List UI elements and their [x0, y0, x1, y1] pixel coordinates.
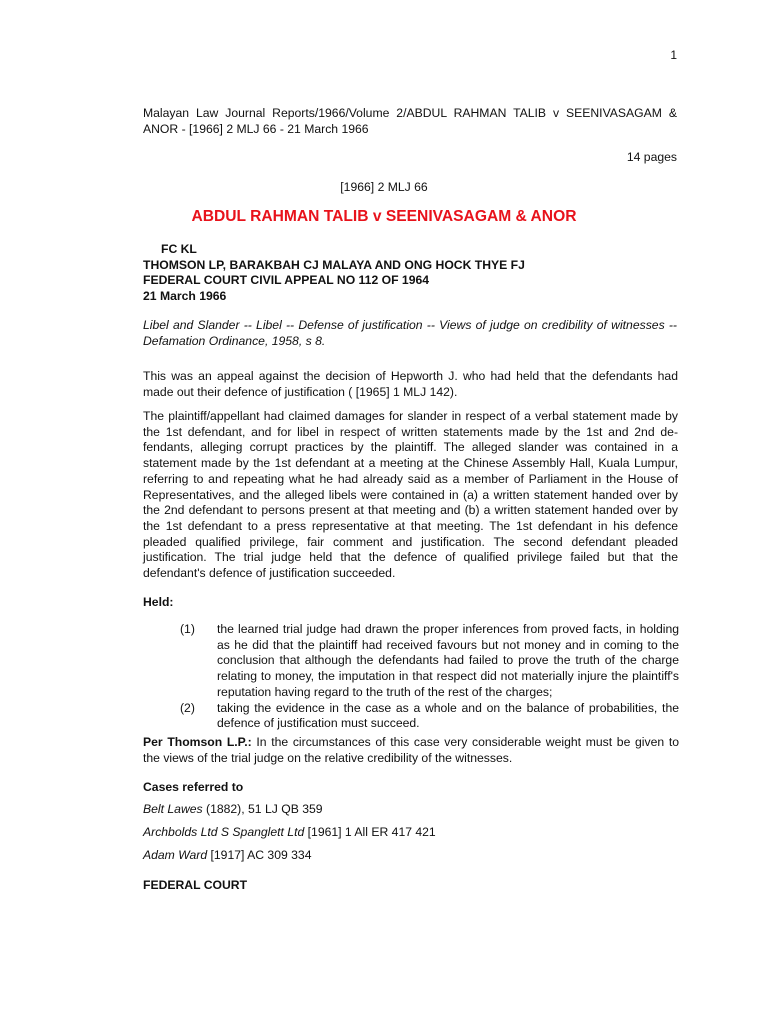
held-list	[143, 622, 679, 732]
court-appeal: FEDERAL COURT CIVIL APPEAL NO 112 OF 1964	[143, 273, 430, 288]
case-reference	[143, 802, 323, 818]
court-judges: THOMSON LP, BARAKBAH CJ MALAYA AND ONG HOCK THYE FJ	[143, 257, 525, 272]
held-heading: Held:	[143, 595, 174, 609]
case-title: ABDUL RAHMAN TALIB v SEENIVASAGAM & ANOR	[191, 208, 577, 225]
case-citation: [1917] AC 309 334	[207, 848, 312, 862]
case-reference	[143, 825, 436, 841]
page-count: 14 pages	[626, 150, 677, 164]
held-item	[143, 701, 679, 732]
held-item-number: (2)	[180, 700, 195, 715]
catchwords: Libel and Slander -- Libel -- Defense of justification -- Views of judge on credibility of witnesses -- Defamation Ordinance, 1958, s 8.	[143, 318, 677, 348]
cases-heading: Cases referred to	[143, 780, 244, 794]
journal-reference: Malayan Law Journal Reports/1966/Volume 2/ABDUL RAHMAN TALIB v SEENIVASAGAM & ANOR - [1966] 2 MLJ 66 - 21 March 1966	[143, 106, 677, 136]
held-item-number: (1)	[180, 622, 195, 636]
held-item-text: taking the evidence in the case as a whole and on the balance of probabilities, the defence of justification must succeed.	[217, 700, 679, 731]
citation: [1966] 2 MLJ 66	[340, 180, 428, 194]
per-thomson-paragraph	[143, 735, 679, 766]
held-item-text: the learned trial judge had drawn the proper inferences from proved facts, in holding as he did that the plaintiff had received favours but not money and in coming to the conclusion that although the defendants had failed to prove the truth of the charge relating to money, the imputation in that respect did not materially injure the plaintiff's reputation having regard to the truth of the rest of the charges;	[217, 622, 679, 699]
per-text: In the circumstances of this case very considerable weight must be given to the views of the trial judge on the relative credibility of the witnesses.	[143, 735, 680, 765]
case-name: Adam Ward	[143, 848, 208, 862]
summary-paragraph: This was an appeal against the decision of Hepworth J. who had held that the defendants had made out their defence of justification ( [1965] 1 MLJ 142).	[143, 369, 678, 399]
per-label: Per Thomson L.P.:	[143, 735, 252, 749]
case-name: Belt Lawes	[143, 802, 203, 816]
case-citation: (1882), 51 LJ QB 359	[202, 802, 323, 816]
court-block	[143, 242, 525, 305]
court-date: 21 March 1966	[143, 289, 227, 304]
page-number: 1	[670, 48, 677, 62]
facts-paragraph: The plaintiff/appellant had claimed damages for slander in respect of a verbal statement made by the 1st defendant, and for libel in respect of written statements made by the 1st and 2nd defendants, alleging corrupt practices by the plaintiff. The alleged slander was contained in a statement made by the 1st defendant at a meeting at the Chinese Assembly Hall, Kuala Lumpur, referring to and repeating what he had already said as a member of Parliament in the House of Representatives, and the alleged libels were contained in (a) a written statement handed over by the 2nd defendant to persons present at that meeting and (b) a written statement handed over by the 1st defendant to a press representative at that meeting. The 1st defendant in his defence pleaded qualified privilege, fair comment and justification. The second defendant pleaded justification. The trial judge held that the defence of qualified privilege failed but that the defendant's defence of justification succeeded.	[143, 409, 678, 581]
case-reference	[143, 848, 311, 864]
court-location: FC KL	[161, 242, 197, 256]
held-item	[143, 622, 679, 701]
section-heading: FEDERAL COURT	[143, 878, 248, 892]
case-citation: [1961] 1 All ER 417 421	[304, 825, 436, 839]
case-name: Archbolds Ltd S Spanglett Ltd	[143, 825, 305, 839]
